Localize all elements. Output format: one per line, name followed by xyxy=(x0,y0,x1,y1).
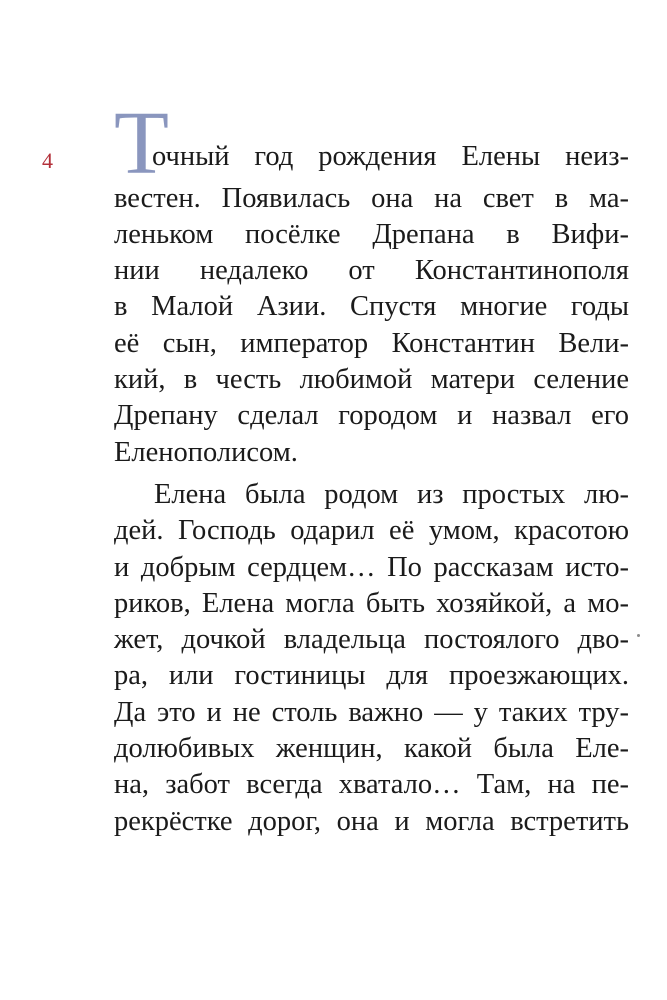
text-line: Да это и не столь важно — у таких тру- xyxy=(114,696,629,728)
paragraph-1-opening xyxy=(114,94,629,193)
text-line: Елена была родом из простых лю- xyxy=(154,478,629,510)
text-line: ра, или гостиницы для проезжающих. xyxy=(114,660,629,692)
page-number: 4 xyxy=(42,148,53,173)
text-line: нии недалеко от Константинополя xyxy=(114,255,629,287)
text-line: очный год рождения Елены неиз- xyxy=(152,141,629,172)
text-line: жет, дочкой владельца постоялого дво- xyxy=(114,624,629,656)
text-line: на, забот всегда хватало… Там, на пе- xyxy=(114,769,629,801)
text-line: рекрёстке дорог, она и могла встретить xyxy=(114,805,629,837)
text-line: вестен. Появилась она на свет в ма- xyxy=(114,182,629,214)
text-line: риков, Елена могла быть хозяйкой, а мо- xyxy=(114,587,629,619)
text-line: в Малой Азии. Спустя многие годы xyxy=(114,291,629,323)
body-text xyxy=(114,94,629,840)
text-line: кий, в честь любимой матери селение xyxy=(114,364,629,396)
drop-cap: Т xyxy=(114,94,169,193)
text-line: и добрым сердцем… По рассказам исто- xyxy=(114,551,629,583)
text-line: леньком посёлке Дрепана в Вифи- xyxy=(114,218,629,250)
text-line: долюбивых женщин, какой была Еле- xyxy=(114,733,629,765)
margin-speck xyxy=(637,634,640,637)
text-line: её сын, император Константин Вели- xyxy=(114,327,629,359)
text-line: дей. Господь одарил её умом, красотою xyxy=(114,515,629,547)
text-line: Дрепану сделал городом и назвал его xyxy=(114,400,629,432)
text-line: Еленополисом. xyxy=(114,436,298,468)
